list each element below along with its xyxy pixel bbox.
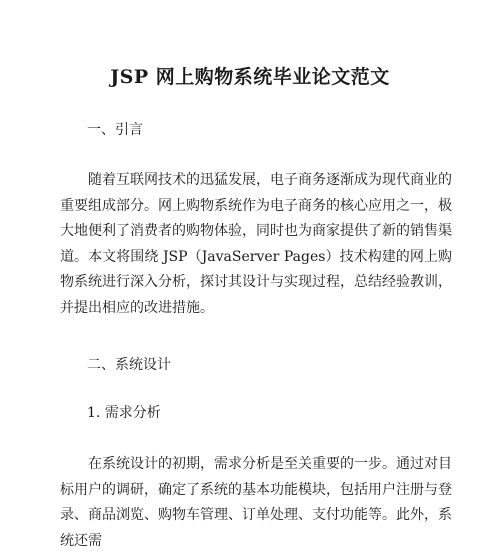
section-heading-introduction: 一、引言 <box>87 122 143 138</box>
subheading-requirements-analysis: 1. 需求分析 <box>87 405 161 421</box>
section-heading-system-design: 二、系统设计 <box>87 357 171 373</box>
document-title: JSP 网上购物系统毕业论文范文 <box>110 66 390 88</box>
requirements-paragraph: 在系统设计的初期，需求分析是至关重要的一步。通过对目标用户的调研，确定了系统的基本功能模块，包括用户注册与登录、商品浏览、购物车管理、订单处理、支付功能等。此外，系统还需 <box>60 456 452 549</box>
introduction-paragraph: 随着互联网技术的迅猛发展，电子商务逐渐成为现代商业的重要组成部分。网上购物系统作为电子商务的核心应用之一，极大地便利了消费者的购物体验，同时也为商家提供了新的销售渠道。本文将围绕 JSP（JavaServer Pages）技术构建的网上购物系统进行深入分析，探讨其设计与实现过程，总结经验教训，并提出相应的改进措施。 <box>60 172 452 316</box>
